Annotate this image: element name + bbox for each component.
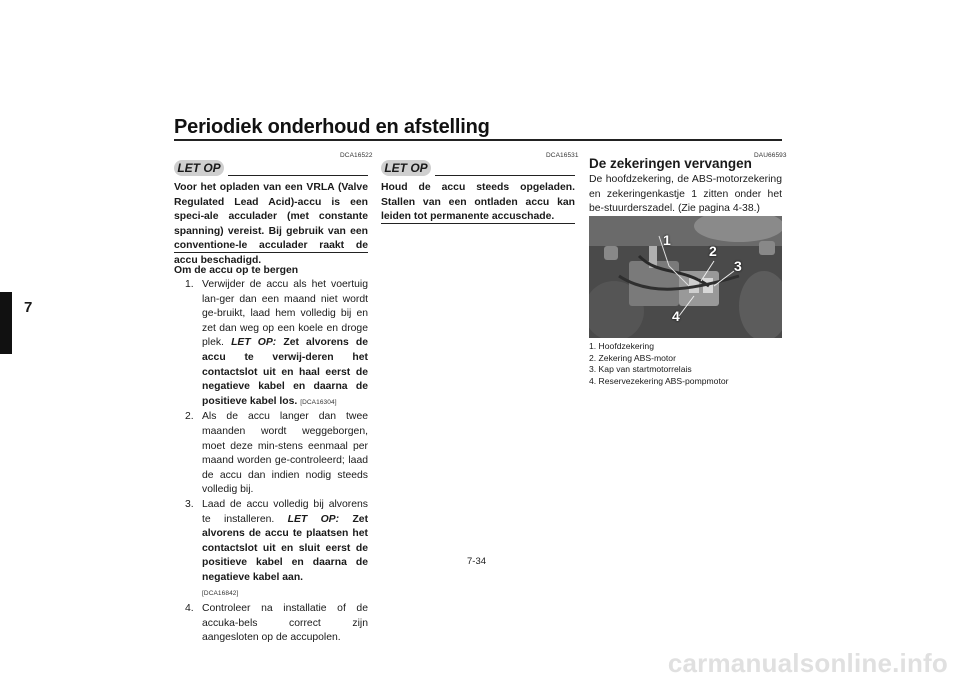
list-item: [185, 498, 368, 602]
chapter-number: 7: [24, 299, 33, 316]
inline-code: [DCA16842]: [202, 590, 239, 598]
caution-label: LET OP: [381, 160, 431, 176]
list-item: [185, 602, 368, 646]
step-number: 1.: [185, 279, 194, 290]
inline-caution-label: LET OP:: [231, 337, 277, 349]
left-caution-bottom-rule: [174, 252, 368, 253]
caution-label: LET OP: [174, 160, 224, 176]
callout-label: 4: [672, 308, 680, 324]
chapter-tab: [0, 292, 12, 354]
left-caution-header: [174, 160, 368, 180]
fuse-photo-illustration: [589, 216, 782, 338]
list-item: [185, 278, 368, 410]
list-item: [185, 410, 368, 498]
step-text: Als de accu langer dan twee maanden wordt weggeborgen, moet deze min-stens eenmaal per maand worden ge-controleerd; laad de accu dan indien nodig steeds volledig bij.: [202, 411, 368, 496]
watermark: carmanualsonline.info: [667, 648, 948, 678]
legend-item: 3. Kap van startmotorrelais: [589, 364, 692, 375]
step-text: Laad de accu volledig bij alvorens te installeren.: [202, 498, 368, 525]
subheading: Om de accu op te bergen: [174, 265, 299, 276]
left-caution-code: DCA16522: [340, 152, 373, 159]
callout-label: 1: [663, 232, 671, 248]
legend-item: 2. Zekering ABS-motor: [589, 352, 676, 363]
step-number: 4.: [185, 603, 194, 615]
caution-rule: [228, 175, 368, 176]
left-caution-text: Voor het opladen van een VRLA (Valve Regulated Lead Acid)-accu is een speci-ale acculader (met constante spanning) vereist. Bij gebruik van een conventione-le acculader raakt de accu beschadigd.: [174, 182, 368, 266]
step-number: 2.: [185, 411, 194, 423]
section-title: De zekeringen vervangen: [589, 156, 752, 171]
fuse-photo: [589, 216, 782, 338]
mid-caution-code: DCA16531: [546, 152, 579, 159]
mid-caution-bottom-rule: [381, 223, 575, 224]
mid-caution-header: [381, 160, 575, 180]
photo-legend: [589, 341, 728, 387]
caution-rule: [435, 175, 575, 176]
right-section-code: DAU66593: [754, 152, 787, 159]
legend-item: 1. Hoofdzekering: [589, 341, 654, 351]
legend-item: 4. Reservezekering ABS-pompmotor: [589, 375, 729, 386]
inline-caution-text: Zet alvorens de accu te plaatsen het contactslot uit en sluit eerst de positieve kabel en daarna de negatieve kabel aan.: [202, 513, 369, 583]
steps-list: [185, 278, 368, 646]
page-title: Periodiek onderhoud en afstelling: [174, 116, 490, 138]
header-rule: [174, 139, 782, 141]
mid-caution-text: Houd de accu steeds opgeladen. Stallen van een ontladen accu kan leiden tot permanente accuschade.: [381, 182, 575, 223]
section-intro: De hoofdzekering, de ABS-motorzekering en zekeringenkastje 1 zitten onder het be-stuurderszadel. (Zie pagina 4-38.): [589, 174, 782, 215]
inline-caution-label: LET OP:: [287, 513, 340, 525]
inline-code: [DCA16304]: [300, 398, 337, 406]
page-number: 7-34: [467, 556, 487, 567]
step-text: Controleer na installatie of de accuka-bels correct zijn aangesloten op de accupolen.: [202, 603, 368, 644]
step-text: Verwijder de accu als het voertuig lan-ger dan een maand niet wordt ge-bruikt, laad hem volledig bij en zet dan weg op een koele en droge plek.: [202, 279, 368, 349]
inline-caution-text: Zet alvorens de accu te verwij-deren het contactslot uit en haal eerst de negatieve kabel en daarna de positieve kabel los.: [202, 337, 369, 407]
step-number: 3.: [185, 498, 194, 510]
callout-label: 3: [734, 258, 742, 274]
callout-label: 2: [709, 243, 717, 259]
